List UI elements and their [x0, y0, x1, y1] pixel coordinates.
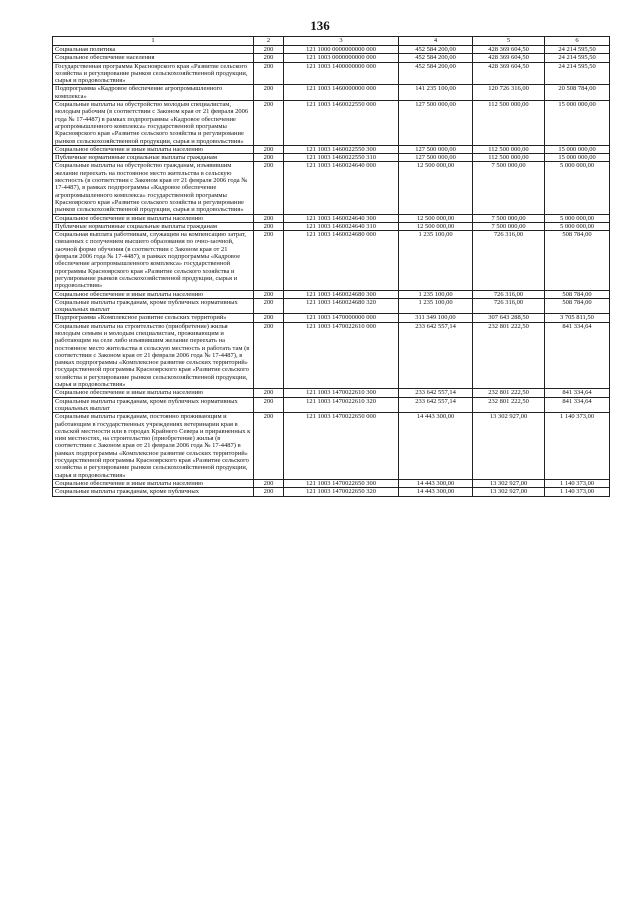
budget-code-cell: 121 1003 1470022610 320	[284, 397, 399, 413]
table-row	[53, 488, 610, 496]
approved-amount-cell: 233 642 557,14	[399, 389, 473, 397]
executed-amount-cell: 120 726 316,00	[473, 85, 545, 101]
column-header: 1	[53, 37, 254, 46]
line-item-name: Публичные нормативные социальные выплаты гражданам	[53, 154, 254, 162]
table-row	[53, 101, 610, 146]
remaining-amount-cell: 508 784,00	[545, 290, 610, 298]
remaining-amount-cell: 24 214 595,50	[545, 46, 610, 54]
remaining-amount-cell: 20 508 784,00	[545, 85, 610, 101]
remaining-amount-cell: 15 000 000,00	[545, 154, 610, 162]
budget-code-cell: 121 1003 1460024680 000	[284, 231, 399, 290]
remaining-amount-cell: 5 000 000,00	[545, 222, 610, 230]
executed-amount-cell: 7 500 000,00	[473, 214, 545, 222]
approved-amount-cell: 14 443 300,00	[399, 488, 473, 496]
line-item-name: Социальные выплаты на обустройство молодым специалистам, молодым рабочим (в соответствии с Законом края от 21 февраля 2006 года № 17-4487) в рамках подпрограммы «Кадровое обеспечение агропромышленного комплекса» государственной программы Красноярского края «Развитие сельского хозяйства и регулирование рынков сельскохозяйственной продукции, сырья и продовольствия»	[53, 101, 254, 146]
line-item-name: Социальное обеспечение населения	[53, 54, 254, 62]
approved-amount-cell: 12 500 000,00	[399, 222, 473, 230]
budget-code-cell: 121 1003 1400000000 000	[284, 62, 399, 85]
remaining-amount-cell: 5 000 000,00	[545, 214, 610, 222]
executed-amount-cell: 307 643 288,50	[473, 314, 545, 322]
admin-code-cell: 200	[254, 479, 284, 487]
budget-code-cell: 121 1003 1460024640 000	[284, 162, 399, 214]
table-row	[53, 62, 610, 85]
line-item-name: Социальные выплаты гражданам, кроме публичных	[53, 488, 254, 496]
line-item-name: Подпрограмма «Комплексное развитие сельских территорий»	[53, 314, 254, 322]
table-row	[53, 290, 610, 298]
budget-table	[52, 36, 610, 497]
approved-amount-cell: 141 235 100,00	[399, 85, 473, 101]
budget-code-cell: 121 1003 1470000000 000	[284, 314, 399, 322]
admin-code-cell: 200	[254, 231, 284, 290]
line-item-name: Социальные выплаты гражданам, кроме публичных нормативных социальных выплат	[53, 298, 254, 314]
approved-amount-cell: 311 349 100,00	[399, 314, 473, 322]
line-item-name: Социальная политика	[53, 46, 254, 54]
approved-amount-cell: 12 500 000,00	[399, 214, 473, 222]
approved-amount-cell: 127 500 000,00	[399, 145, 473, 153]
line-item-name: Социальные выплаты гражданам, кроме публичных нормативных социальных выплат	[53, 397, 254, 413]
approved-amount-cell: 452 584 200,00	[399, 54, 473, 62]
admin-code-cell: 200	[254, 214, 284, 222]
table-row	[53, 231, 610, 290]
table-row	[53, 46, 610, 54]
approved-amount-cell: 1 235 100,00	[399, 231, 473, 290]
table-row	[53, 314, 610, 322]
approved-amount-cell: 1 235 100,00	[399, 298, 473, 314]
executed-amount-cell: 13 302 927,00	[473, 479, 545, 487]
admin-code-cell: 200	[254, 154, 284, 162]
remaining-amount-cell: 15 000 000,00	[545, 145, 610, 153]
budget-code-cell: 121 1003 1460024680 320	[284, 298, 399, 314]
line-item-name: Государственная программа Красноярского края «Развитие сельского хозяйства и регулирование рынков сельскохозяйственной продукции, сырья и продовольствия»	[53, 62, 254, 85]
budget-code-cell: 121 1003 1460022550 310	[284, 154, 399, 162]
executed-amount-cell: 7 500 000,00	[473, 162, 545, 214]
admin-code-cell: 200	[254, 54, 284, 62]
budget-code-cell: 121 1003 1470022610 000	[284, 322, 399, 389]
table-row	[53, 145, 610, 153]
table-row	[53, 54, 610, 62]
admin-code-cell: 200	[254, 62, 284, 85]
remaining-amount-cell: 508 784,00	[545, 231, 610, 290]
table-row	[53, 298, 610, 314]
table-row	[53, 413, 610, 480]
executed-amount-cell: 726 316,00	[473, 298, 545, 314]
admin-code-cell: 200	[254, 322, 284, 389]
table-row	[53, 479, 610, 487]
admin-code-cell: 200	[254, 222, 284, 230]
line-item-name: Социальные выплаты на строительство (приобретение) жилья молодым семьям и молодым специалистам, проживающим и работающим на селе либо изъявившим желание переехать на постоянное место жительства в сельскую местность и работать там (в соответствии с Законом края от 21 февраля 2006 года № 17-4487), в рамках подпрограммы «Комплексное развитие сельских территорий» государственной программы Красноярского края «Развитие сельского хозяйства и регулирование рынков сельскохозяйственной продукции, сырья и продовольствия»	[53, 322, 254, 389]
executed-amount-cell: 112 500 000,00	[473, 101, 545, 146]
line-item-name: Подпрограмма «Кадровое обеспечение агропромышленного комплекса»	[53, 85, 254, 101]
approved-amount-cell: 14 443 300,00	[399, 479, 473, 487]
budget-code-cell: 121 1003 1460024640 300	[284, 214, 399, 222]
line-item-name: Социальная выплата работникам, служащим на компенсацию затрат, связанных с получением высшего образования по очно-заочной, заочной форме обучения (в соответствии с Законом края от 21 февраля 2006 года № 17-4487), в рамках подпрограммы «Кадровое обеспечение агропромышленного комплекса» государственной программы Красноярского края «Развитие сельского хозяйства и регулирование рынков сельскохозяйственной продукции, сырья и продовольствия»	[53, 231, 254, 290]
executed-amount-cell: 112 500 000,00	[473, 145, 545, 153]
remaining-amount-cell: 24 214 595,50	[545, 54, 610, 62]
executed-amount-cell: 7 500 000,00	[473, 222, 545, 230]
column-header: 2	[254, 37, 284, 46]
table-body	[53, 46, 610, 497]
budget-code-cell: 121 1003 1470022650 320	[284, 488, 399, 496]
remaining-amount-cell: 841 334,64	[545, 389, 610, 397]
admin-code-cell: 200	[254, 397, 284, 413]
admin-code-cell: 200	[254, 46, 284, 54]
line-item-name: Социальное обеспечение и иные выплаты населению	[53, 389, 254, 397]
budget-code-cell: 121 1003 1470022610 300	[284, 389, 399, 397]
budget-code-cell: 121 1003 1460000000 000	[284, 85, 399, 101]
admin-code-cell: 200	[254, 145, 284, 153]
line-item-name: Социальное обеспечение и иные выплаты населению	[53, 214, 254, 222]
line-item-name: Социальное обеспечение и иные выплаты населению	[53, 479, 254, 487]
page-number: 136	[310, 18, 330, 33]
line-item-name: Социальное обеспечение и иные выплаты населению	[53, 145, 254, 153]
executed-amount-cell: 232 801 222,50	[473, 322, 545, 389]
admin-code-cell: 200	[254, 290, 284, 298]
remaining-amount-cell: 841 334,64	[545, 322, 610, 389]
table-row	[53, 322, 610, 389]
table-row	[53, 85, 610, 101]
approved-amount-cell: 233 642 557,14	[399, 397, 473, 413]
table-row	[53, 389, 610, 397]
executed-amount-cell: 726 316,00	[473, 231, 545, 290]
remaining-amount-cell: 3 705 811,50	[545, 314, 610, 322]
executed-amount-cell: 13 302 927,00	[473, 413, 545, 480]
table-row	[53, 397, 610, 413]
approved-amount-cell: 233 642 557,14	[399, 322, 473, 389]
admin-code-cell: 200	[254, 389, 284, 397]
admin-code-cell: 200	[254, 162, 284, 214]
budget-code-cell: 121 1000 0000000000 000	[284, 46, 399, 54]
column-number-row	[53, 37, 610, 46]
remaining-amount-cell: 24 214 595,50	[545, 62, 610, 85]
admin-code-cell: 200	[254, 101, 284, 146]
table-row	[53, 214, 610, 222]
budget-code-cell: 121 1003 0000000000 000	[284, 54, 399, 62]
line-item-name: Публичные нормативные социальные выплаты гражданам	[53, 222, 254, 230]
approved-amount-cell: 1 235 100,00	[399, 290, 473, 298]
budget-code-cell: 121 1003 1460024680 300	[284, 290, 399, 298]
executed-amount-cell: 428 369 604,50	[473, 46, 545, 54]
remaining-amount-cell: 1 140 373,00	[545, 479, 610, 487]
approved-amount-cell: 127 500 000,00	[399, 101, 473, 146]
line-item-name: Социальные выплаты на обустройство гражданам, изъявившим желание переехать на постоянное место жительства в сельскую местность (в соответствии с Законом края от 21 февраля 2006 года № 17-4487), в рамках подпрограммы «Кадровое обеспечение агропромышленного комплекса» государственной программы Красноярского края «Развитие сельского хозяйства и регулирование рынков сельскохозяйственной продукции, сырья и продовольствия»	[53, 162, 254, 214]
approved-amount-cell: 127 500 000,00	[399, 154, 473, 162]
budget-code-cell: 121 1003 1460022550 300	[284, 145, 399, 153]
executed-amount-cell: 726 316,00	[473, 290, 545, 298]
admin-code-cell: 200	[254, 85, 284, 101]
table-row	[53, 222, 610, 230]
budget-code-cell: 121 1003 1470022650 300	[284, 479, 399, 487]
approved-amount-cell: 12 500 000,00	[399, 162, 473, 214]
executed-amount-cell: 232 801 222,50	[473, 389, 545, 397]
column-header: 6	[545, 37, 610, 46]
remaining-amount-cell: 5 000 000,00	[545, 162, 610, 214]
admin-code-cell: 200	[254, 314, 284, 322]
executed-amount-cell: 428 369 604,50	[473, 62, 545, 85]
column-header: 5	[473, 37, 545, 46]
table-row	[53, 154, 610, 162]
approved-amount-cell: 452 584 200,00	[399, 62, 473, 85]
remaining-amount-cell: 1 140 373,00	[545, 488, 610, 496]
approved-amount-cell: 452 584 200,00	[399, 46, 473, 54]
column-header: 4	[399, 37, 473, 46]
approved-amount-cell: 14 443 300,00	[399, 413, 473, 480]
remaining-amount-cell: 841 334,64	[545, 397, 610, 413]
line-item-name: Социальные выплаты гражданам, постоянно проживающим и работающим в государственных учреждениях ветеринарии края в сельской местности или в городах Крайнего Севера и приравненных к ним местностях, на строительство (приобретение) жилья (в соответствии с Законом края от 21 февраля 2006 года № 17-4487) в рамках подпрограммы «Комплексное развитие сельских территорий» государственной программы Красноярского края «Развитие сельского хозяйства и регулирование рынков сельскохозяйственной продукции, сырья и продовольствия»	[53, 413, 254, 480]
executed-amount-cell: 112 500 000,00	[473, 154, 545, 162]
executed-amount-cell: 232 801 222,50	[473, 397, 545, 413]
executed-amount-cell: 13 302 927,00	[473, 488, 545, 496]
admin-code-cell: 200	[254, 298, 284, 314]
remaining-amount-cell: 1 140 373,00	[545, 413, 610, 480]
table-row	[53, 162, 610, 214]
remaining-amount-cell: 15 000 000,00	[545, 101, 610, 146]
remaining-amount-cell: 508 784,00	[545, 298, 610, 314]
column-header: 3	[284, 37, 399, 46]
budget-code-cell: 121 1003 1470022650 000	[284, 413, 399, 480]
executed-amount-cell: 428 369 604,50	[473, 54, 545, 62]
admin-code-cell: 200	[254, 413, 284, 480]
admin-code-cell: 200	[254, 488, 284, 496]
budget-code-cell: 121 1003 1460022550 000	[284, 101, 399, 146]
line-item-name: Социальное обеспечение и иные выплаты населению	[53, 290, 254, 298]
budget-code-cell: 121 1003 1460024640 310	[284, 222, 399, 230]
